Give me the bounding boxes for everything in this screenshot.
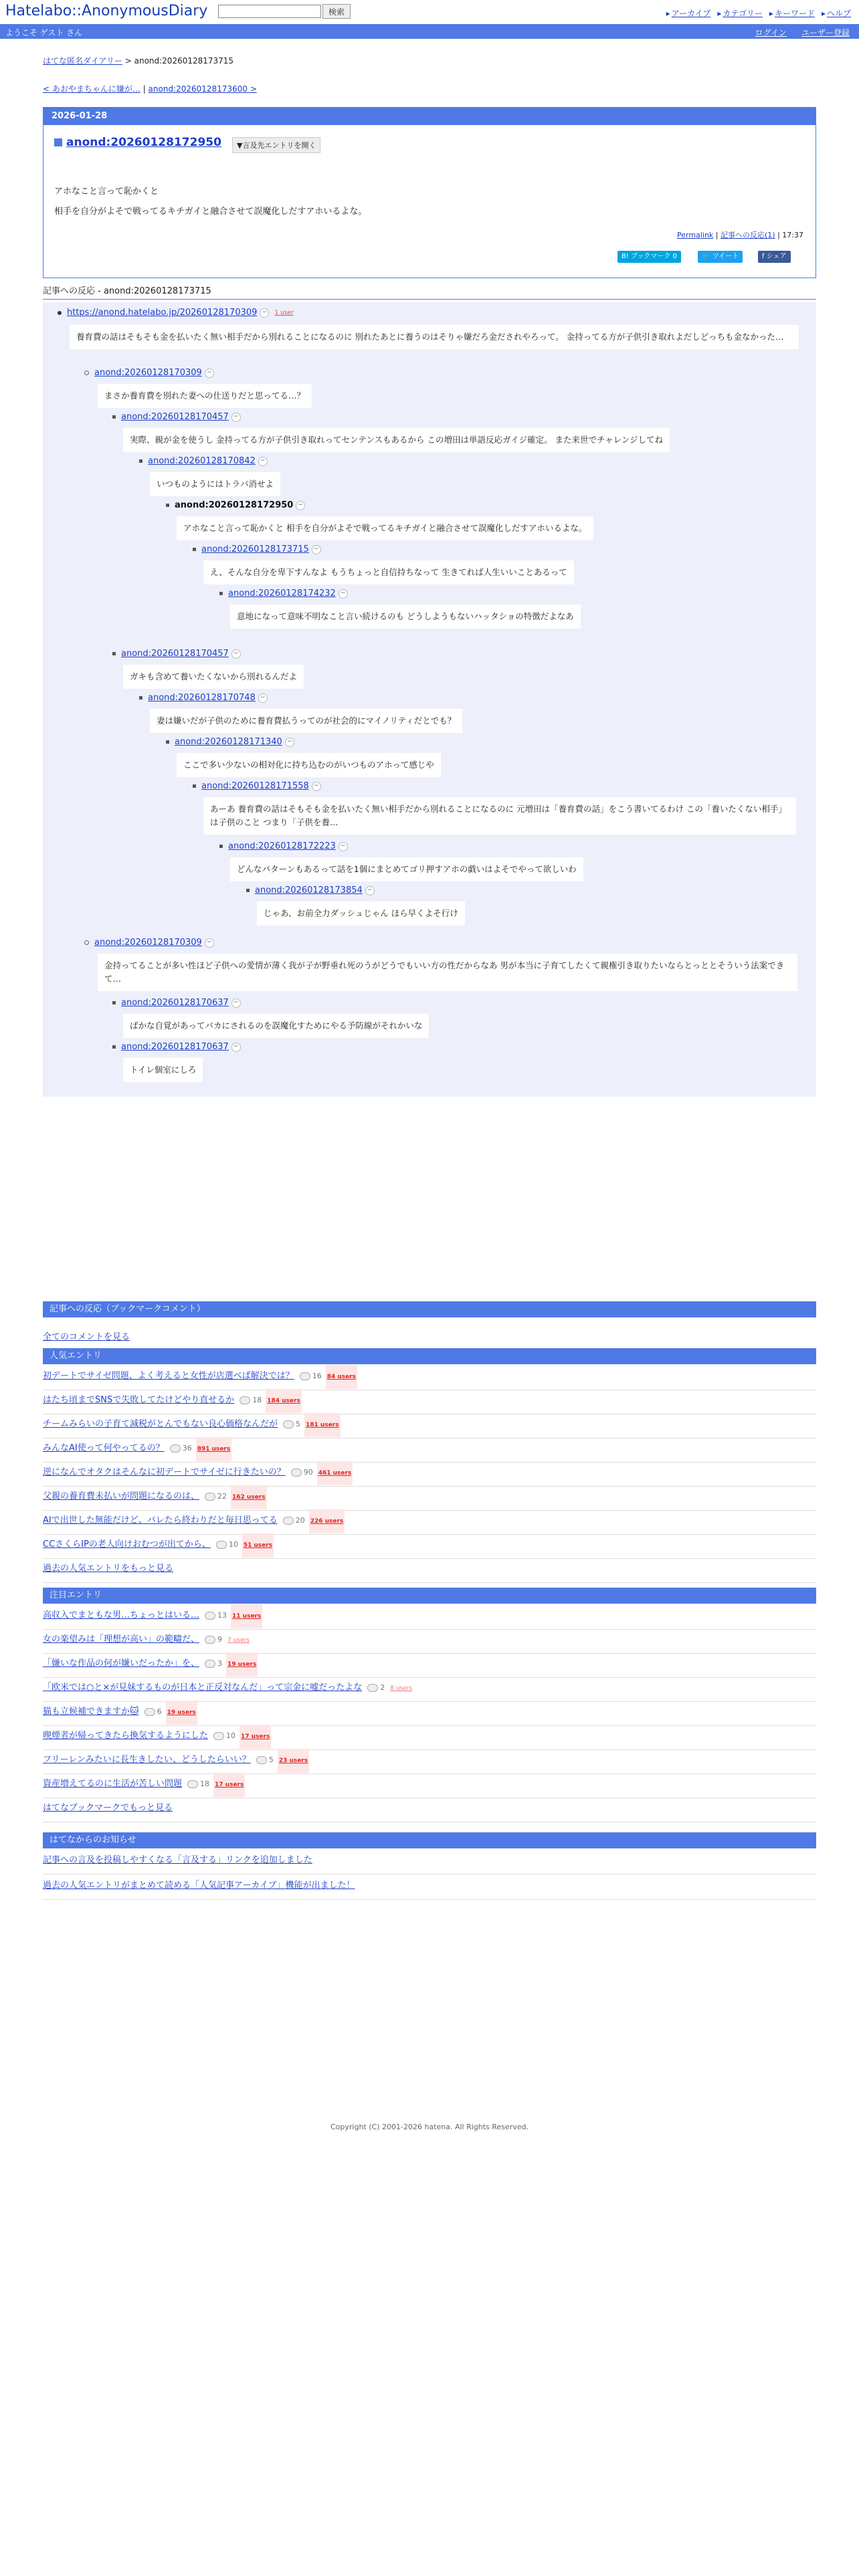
tree-node <box>112 1042 241 1052</box>
more-entries-link[interactable]: 過去の人気エントリをもっと見る <box>43 1564 174 1574</box>
entry-row <box>43 1412 816 1438</box>
users-badge[interactable]: 181 users <box>304 1413 341 1437</box>
nav-help[interactable]: ▸ ヘルプ <box>822 9 851 18</box>
all-comments-link[interactable]: 全てのコメントを見る <box>43 1332 130 1342</box>
tree-node <box>219 841 348 851</box>
breadcrumb <box>43 55 233 66</box>
notice-item <box>43 1848 816 1874</box>
users-badge[interactable]: 184 users <box>266 1389 302 1413</box>
more-entries-link[interactable]: はてなブックマークでもっと見る <box>43 1803 173 1813</box>
toggle-icon[interactable]: − <box>258 693 268 703</box>
tree-node-link[interactable]: anond:20260128170842 <box>139 456 256 466</box>
comment-count-icon[interactable]: 16 <box>300 1364 322 1388</box>
user-bar <box>0 24 859 39</box>
tree-node-excerpt: ここで多い少ないの相対化に持ち込むのがいつものアホって感じや <box>177 753 441 777</box>
tree-node-excerpt: どんなパターンもあるって話を1個にまとめてゴリ押すアホの戯いはよそでやって欲しいわ <box>230 857 583 881</box>
footer-copyright: Copyright (C) 2001-2026 hatena. All Rights Reserved. <box>330 2123 529 2131</box>
notable-entries-header: 注目エントリ <box>43 1588 816 1604</box>
entry-row <box>43 1772 816 1798</box>
entry-row <box>43 1364 816 1390</box>
tree-node <box>219 588 348 599</box>
tweet-button[interactable] <box>698 251 743 263</box>
tree-node <box>139 456 268 466</box>
tree-node-link[interactable]: anond:20260128170637 <box>112 1042 229 1052</box>
tree-node-excerpt: じゃあ、お前全力ダッシュじゃん ほら早くよそ行け <box>257 901 465 926</box>
toggle-icon[interactable]: − <box>205 368 214 378</box>
entry-box <box>43 107 816 278</box>
toggle-icon[interactable]: − <box>339 589 348 599</box>
users-badge[interactable]: 19 users <box>226 1652 258 1677</box>
entry-row-link[interactable]: CCさくらIPの老人向けおむつが出てから、 <box>43 1539 211 1549</box>
login-link[interactable]: ログイン <box>755 28 787 37</box>
toggle-icon[interactable]: − <box>260 308 269 318</box>
tree-node-link[interactable]: anond:20260128170748 <box>139 693 256 703</box>
entry-row-link[interactable]: 逆になんでオタクはそんなに初デートでサイゼに行きたいの？ <box>43 1467 286 1477</box>
users-badge[interactable]: 17 users <box>213 1773 245 1797</box>
tree-node-excerpt: 実際、親が金を使うし 金持ってる方が子供引き取れってセンテンスもあるから この増田は単語反応ガイジ確定。 また来世でチャレンジしてね <box>123 428 670 452</box>
bookmark-comments-header: 記事への反応（ブックマークコメント） <box>43 1301 816 1317</box>
notice-link[interactable]: 記事への言及を投稿しやすくなる「言及する」リンクを追加しました <box>43 1855 312 1865</box>
site-logo[interactable]: Hatelabo::AnonymousDiary <box>5 3 208 19</box>
tree-node-excerpt: あーあ 養育費の話はそもそも金を払いたく無い相手だから別れることになるのに 元増田は「養育費の話」をこう書いてるわけ この「養いたくない相手」は子供のこと つまり「子供を養… <box>203 797 796 835</box>
entry-row-link[interactable]: みんなAI使って何やってるの？ <box>43 1443 165 1453</box>
nav-category[interactable]: ▸ カテゴリー <box>717 9 763 18</box>
entry-row-link[interactable]: 初デートでサイゼ問題、よく考えると女性が店選べば解決では？ <box>43 1371 294 1381</box>
entry-row <box>43 1533 816 1559</box>
more-link-row <box>43 1557 816 1583</box>
bird-icon: 🐦 <box>702 253 712 260</box>
entry-body-line: 相手を自分がよそで戦ってるキチガイと融合させて誤魔化しだすアホいるよな。 <box>54 207 367 217</box>
toggle-icon[interactable]: − <box>365 886 375 895</box>
meta-separator: | <box>713 231 721 239</box>
entry-row-link[interactable]: チームみらいの子育て減税がとんでもない良心価格なんだが <box>43 1419 278 1429</box>
tree-node-link[interactable]: anond:20260128171558 <box>193 781 309 791</box>
tree-node <box>58 308 294 318</box>
comment-count-icon[interactable]: 10 <box>216 1533 238 1557</box>
welcome-text: ようこそ ゲスト さん <box>5 28 83 37</box>
comment-count-icon[interactable]: 90 <box>291 1461 313 1485</box>
square-icon <box>54 138 62 146</box>
breadcrumb-current: anond:20260128173715 <box>134 56 234 66</box>
tree-node-link[interactable]: anond:20260128174232 <box>219 588 336 599</box>
breadcrumb-root[interactable]: はてな匿名ダイアリー <box>43 56 122 66</box>
top-nav <box>660 7 851 19</box>
user-count-badge[interactable]: 1 user <box>274 309 294 316</box>
tree-node <box>246 885 375 895</box>
entry-date: 2026-01-28 <box>43 108 816 125</box>
users-badge[interactable]: 51 users <box>242 1533 274 1558</box>
toggle-icon[interactable]: − <box>205 938 214 948</box>
entry-row <box>43 1748 816 1774</box>
nav-archive[interactable]: ▸ アーカイブ <box>666 9 711 18</box>
tree-node <box>84 938 214 948</box>
search-button[interactable]: 検索 <box>322 4 351 19</box>
entry-row-link[interactable]: 「欧米では○と×が見妹するものが日本と正反対なんだ」って宗金に嘘だったよな <box>43 1683 363 1693</box>
tree-node-link[interactable]: anond:20260128170457 <box>112 649 229 659</box>
comment-count-icon[interactable]: 9 <box>205 1628 222 1652</box>
tree-node-link[interactable]: anond:20260128173715 <box>193 544 309 554</box>
toggle-icon[interactable]: − <box>312 782 321 791</box>
toggle-icon[interactable]: − <box>296 501 305 510</box>
tree-node-excerpt: アホなこと言って恥かくと 相手を自分がよそで戦ってるキチガイと融合させて誤魔化しだすアホいるよな。 <box>177 516 593 540</box>
users-badge[interactable]: 11 users <box>231 1604 262 1628</box>
tree-node <box>112 412 241 422</box>
facebook-share-label: シェア <box>766 253 787 260</box>
nav-keyword[interactable]: ▸ キーワード <box>769 9 815 18</box>
toggle-icon[interactable]: − <box>258 457 268 466</box>
comment-count-icon[interactable]: 6 <box>145 1700 162 1724</box>
tree-node <box>193 544 321 554</box>
prev-entry-link[interactable]: < あおやまちゃんに嫌が… <box>43 84 140 94</box>
tree-node-excerpt: 妻は嫌いだが子供のために養育費払うってのが社会的にマイノリティだとでも？ <box>150 709 462 733</box>
comment-count-icon[interactable]: 3 <box>205 1652 222 1676</box>
tree-node <box>193 781 321 791</box>
entry-row <box>43 1676 816 1702</box>
facebook-share-button[interactable] <box>758 251 791 263</box>
users-badge[interactable]: 226 users <box>309 1509 345 1533</box>
users-badge[interactable]: 162 users <box>231 1485 267 1509</box>
tree-node-link[interactable]: https://anond.hatelabo.jp/20260128170309 <box>58 308 257 318</box>
comment-count-icon[interactable]: 10 <box>213 1724 235 1748</box>
tree-node-excerpt: 意地になって意味不明なこと言い続けるのも どうしようもないハッタショの特徴だよなあ <box>230 605 581 629</box>
reactions-title: 記事への反応 - anond:20260128173715 <box>43 284 816 300</box>
entry-meta <box>677 229 803 240</box>
tree-node-link[interactable]: anond:20260128170457 <box>112 412 229 422</box>
notice-item <box>43 1874 816 1900</box>
bookmark-share-button[interactable]: B! ブックマーク 0 <box>617 251 681 263</box>
users-badge[interactable]: 19 users <box>166 1701 197 1725</box>
comment-count-icon[interactable]: 18 <box>240 1388 262 1412</box>
tree-node-link[interactable]: anond:20260128170309 <box>84 938 202 948</box>
toggle-icon[interactable]: − <box>285 738 294 747</box>
tree-node <box>112 998 241 1008</box>
tree-node-excerpt: まさか養育費を別れた妻への仕送りだと思ってる…？ <box>98 384 312 408</box>
tree-node-excerpt: トイレ個室にしろ <box>123 1058 203 1082</box>
comment-count-icon[interactable]: 13 <box>205 1604 227 1628</box>
tree-node <box>84 368 214 378</box>
site-header <box>0 0 859 24</box>
popular-entries-header: 人気エントリ <box>43 1348 816 1364</box>
entry-row <box>43 1652 816 1678</box>
notice-header: はてなからのお知らせ <box>43 1832 816 1848</box>
entry-row-link[interactable]: 父親の養育費未払いが問題になるのは、 <box>43 1491 200 1501</box>
tree-node-link-current: anond:20260128172950 <box>166 500 293 510</box>
tree-node <box>166 737 294 747</box>
entry-row-link[interactable]: フリーレンみたいに長生きしたい、どうしたらいい？ <box>43 1755 251 1765</box>
entry-row-link[interactable]: はたち頃までSNSで失敗してたけどやり直せるか <box>43 1395 235 1405</box>
entry-row <box>43 1436 816 1463</box>
meta-separator: | <box>775 231 783 239</box>
tree-node-excerpt: え、そんな自分を卑下すんなよ もうちょっと自信持ちなって 生きてれば人生いいことあるって <box>203 560 574 584</box>
entry-row-link[interactable]: AIで出世した無能だけど、バレたら終わりだと毎日思ってる <box>43 1515 278 1525</box>
entry-time: 17:37 <box>782 231 803 239</box>
tree-node-link[interactable]: anond:20260128171340 <box>166 737 282 747</box>
prev-next-nav <box>43 83 257 94</box>
users-badge[interactable]: 891 users <box>196 1437 232 1461</box>
entry-row <box>43 1604 816 1630</box>
comment-count-icon[interactable]: 22 <box>205 1485 227 1509</box>
entry-row-link[interactable]: 女の楽望みは「理想が高い」の範疇だ、 <box>43 1634 200 1644</box>
entry-row <box>43 1485 816 1511</box>
tree-node <box>139 693 268 703</box>
comment-count-icon[interactable]: 5 <box>283 1412 300 1436</box>
entry-row-link[interactable]: 「嫌いな作品の何が嫌いだったか」を、 <box>43 1658 200 1669</box>
tree-node-current <box>166 500 305 510</box>
entry-row <box>43 1388 816 1414</box>
entry-row <box>43 1509 816 1535</box>
next-entry-link[interactable]: anond:20260128173600 > <box>148 84 257 94</box>
breadcrumb-separator: > <box>122 56 134 66</box>
search-input[interactable] <box>218 5 321 18</box>
toggle-icon[interactable]: − <box>312 545 321 554</box>
comment-count-icon[interactable]: 2 <box>367 1676 385 1700</box>
toggle-icon[interactable]: − <box>231 649 241 659</box>
entry-row <box>43 1700 816 1726</box>
entry-row <box>43 1724 816 1750</box>
users-badge[interactable]: 84 users <box>326 1365 357 1389</box>
users-badge[interactable]: 461 users <box>317 1461 353 1485</box>
prev-next-separator: | <box>140 84 149 94</box>
notice-link[interactable]: 過去の人気エントリがまとめて読める「人気記事アーカイブ」機能が出ました！ <box>43 1881 355 1891</box>
toggle-icon[interactable]: − <box>231 1043 241 1052</box>
tree-node-link[interactable]: anond:20260128173854 <box>246 885 363 895</box>
register-link[interactable]: ユーザー登録 <box>801 28 850 37</box>
tweet-label: ツイート <box>712 253 739 260</box>
comment-count-icon[interactable]: 36 <box>170 1436 192 1461</box>
tree-node-excerpt: 金持ってることが多い性ほど子供への愛情が薄く我が子が野垂れ死のうがどうでもいい方の性だからなあ 男が本当に子育てしたくて親権引き取りたいならとっととそういう法案できて… <box>98 954 797 991</box>
entry-row <box>43 1628 816 1654</box>
tree-node-link[interactable]: anond:20260128172223 <box>219 841 336 851</box>
toggle-icon[interactable]: − <box>231 413 241 422</box>
comment-count-icon[interactable]: 20 <box>283 1509 305 1533</box>
tree-node-excerpt: いつものようにはトラバ消せよ <box>150 472 280 496</box>
facebook-icon: f <box>762 253 767 260</box>
more-link-row <box>43 1796 816 1822</box>
tree-node-link[interactable]: anond:20260128170637 <box>112 998 229 1008</box>
entry-title-link[interactable]: anond:20260128172950 <box>66 136 221 149</box>
reaction-tree <box>43 302 816 1097</box>
users-badge[interactable]: 17 users <box>240 1725 271 1749</box>
entry-row-link[interactable]: 喫煙者が帰ってきたら換気するようにした <box>43 1731 209 1741</box>
entry-title <box>54 136 221 149</box>
tree-node-excerpt: ガキも含めて養いたくないから別れるんだよ <box>123 665 304 689</box>
tree-node <box>112 649 241 659</box>
users-badge[interactable]: 7 users <box>227 1637 250 1644</box>
permalink[interactable]: Permalink <box>677 231 714 239</box>
tree-node-link[interactable]: anond:20260128170309 <box>84 368 202 378</box>
entry-row-link[interactable]: 猫も立候補できますか🐱 <box>43 1707 139 1717</box>
entry-row-link[interactable]: 高収入でまともな男…ちょっとはいる… <box>43 1610 200 1620</box>
tree-node-excerpt: 養育費の話はそもそも金を払いたく無い相手だから別れることになるのに 別れたあとに養うのはそりゃ嫌だろ金だされやろって。 金持ってる方が子供引き取れよだしどっちも金なかった… <box>70 325 799 349</box>
reactions-link[interactable]: 記事への反応(1) <box>721 231 775 239</box>
toggle-icon[interactable]: − <box>339 842 348 851</box>
comment-count-icon[interactable]: 18 <box>187 1772 209 1796</box>
comment-count-icon[interactable]: 5 <box>256 1748 274 1772</box>
entry-row-link[interactable]: 資産増えてるのに生活が苦しい問題 <box>43 1779 183 1789</box>
users-badge[interactable]: 8 users <box>390 1685 413 1692</box>
entry-body-line: アホなこと言って恥かくと <box>54 187 159 197</box>
tree-node-excerpt: ばかな自覚があってバカにされるのを誤魔化すためにやる予防線がそれかいな <box>123 1014 429 1038</box>
entry-row <box>43 1461 816 1487</box>
users-badge[interactable]: 23 users <box>278 1749 309 1773</box>
open-referenced-entry-button[interactable]: ▼言及先エントリを開く <box>232 137 320 153</box>
toggle-icon[interactable]: − <box>231 998 241 1008</box>
